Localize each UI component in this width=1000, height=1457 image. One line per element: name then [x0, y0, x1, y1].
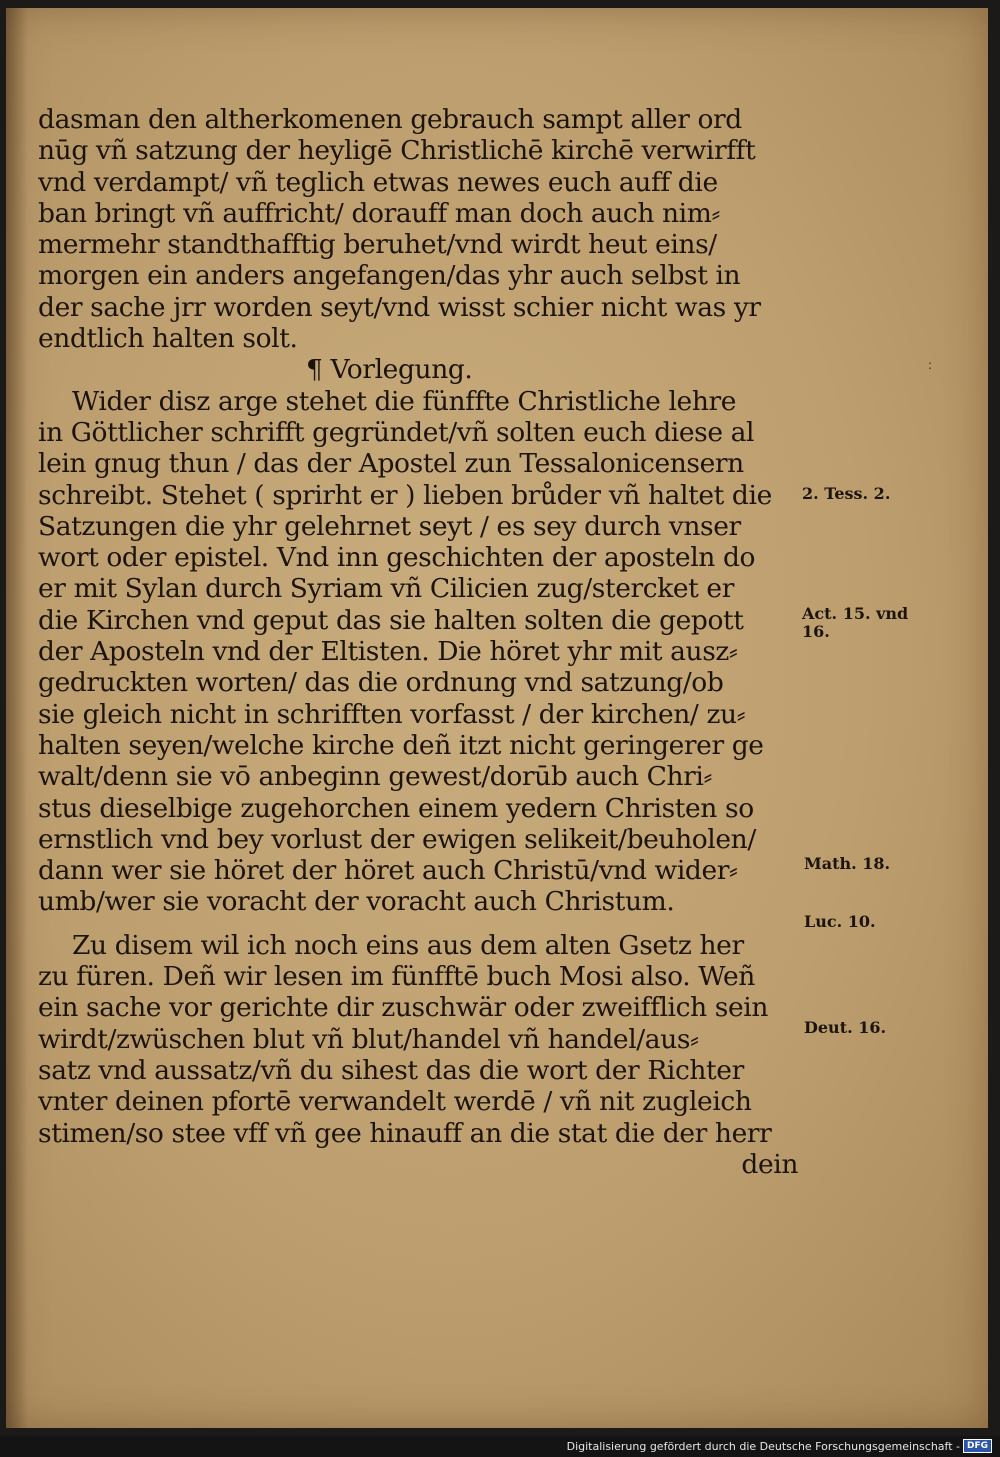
marginal-note-luc: Luc. 10.	[804, 912, 876, 931]
text-line: lein gnug thun / das der Apostel zun Tessalonicensern	[38, 448, 744, 480]
text-line: nūg vñ satzung der heyligē Christlichē kirchē verwirfft	[38, 135, 756, 167]
text-line: er mit Sylan durch Syriam vñ Cilicien zug/stercket er	[38, 573, 734, 605]
text-line: der Aposteln vnd der Eltisten. Die höret yhr mit ausz⸗	[38, 636, 738, 668]
text-line: walt/denn sie vō anbeginn gewest/dorūb auch Chri⸗	[38, 761, 712, 793]
text-line: Zu disem wil ich noch eins aus dem alten Gsetz her	[72, 929, 744, 961]
margin-speck: :	[928, 358, 933, 372]
text-line: schreibt. Stehet ( sprirht er ) lieben brůder vñ haltet die	[38, 479, 772, 511]
text-line: halten seyen/welche kirche deñ itzt nicht geringerer ge	[38, 729, 764, 761]
text-line: stus dieselbige zugehorchen einem yedern Christen so	[38, 792, 754, 824]
text-line: in Göttlicher schrifft gegründet/vñ solten euch diese al	[38, 416, 755, 448]
marginal-note-deut: Deut. 16.	[804, 1018, 887, 1037]
text-line: sie gleich nicht in schrifften vorfasst / der kirchen/ zu⸗	[38, 698, 746, 730]
funding-footer	[567, 1439, 992, 1453]
text-line: wirdt/zwüschen blut vñ blut/handel vñ handel/aus⸗	[38, 1023, 699, 1055]
book-page	[6, 8, 988, 1428]
text-line: gedruckten worten/ das die ordnung vnd satzung/ob	[38, 667, 724, 699]
text-line: umb/wer sie voracht der voracht auch Christum.	[38, 886, 675, 918]
section-heading: ¶ Vorlegung.	[306, 354, 473, 386]
text-line: Wider disz arge stehet die fünffte Christliche lehre	[72, 385, 737, 417]
text-line: stimen/so stee vff vñ gee hinauff an die stat die der herr	[38, 1117, 772, 1149]
text-line: zu füren. Deñ wir lesen im fünfftē buch Mosi also. Weñ	[38, 961, 755, 993]
text-line: vnter deinen pfortē verwandelt werdē / vñ nit zugleich	[38, 1086, 752, 1118]
text-line: ban bringt vñ auffricht/ dorauff man doch auch nim⸗	[38, 197, 720, 229]
body-text	[38, 104, 798, 1180]
text-line: dann wer sie höret der höret auch Christū/vnd wider⸗	[38, 855, 738, 887]
catchword: dein	[741, 1148, 798, 1180]
text-line: dasman den altherkomenen gebrauch sampt aller ord	[38, 104, 742, 135]
text-line: ein sache vor gerichte dir zuschwär oder zweifflich sein	[38, 992, 768, 1024]
text-line: satz vnd aussatz/vñ du sihest das die wort der Richter	[38, 1054, 744, 1086]
page-gutter-shadow	[6, 8, 28, 1428]
funding-text: Digitalisierung gefördert durch die Deutsche Forschungsgemeinschaft -	[566, 1439, 960, 1453]
dfg-logo: DFG	[963, 1439, 992, 1453]
text-line: ernstlich vnd bey vorlust der ewigen selikeit/beuholen/	[38, 823, 756, 855]
text-line: morgen ein anders angefangen/das yhr auch selbst in	[38, 260, 741, 292]
text-line: endtlich halten solt.	[38, 323, 298, 355]
marginal-note-act-cont: 16.	[802, 622, 830, 641]
text-line: wort oder epistel. Vnd inn geschichten der aposteln do	[38, 542, 756, 574]
text-line: mermehr standthafftig beruhet/vnd wirdt heut eins/	[38, 229, 717, 261]
marginal-note-tess: 2. Tess. 2.	[802, 484, 891, 503]
marginal-note-math: Math. 18.	[804, 854, 891, 873]
text-line: der sache jrr worden seyt/vnd wisst schier nicht was yr	[38, 291, 761, 323]
text-line: Satzungen die yhr gelehrnet seyt / es sey durch vnser	[38, 510, 741, 542]
marginal-note-act: Act. 15. vnd	[802, 604, 909, 623]
text-line: die Kirchen vnd geput das sie halten solten die gepott	[38, 604, 744, 636]
text-line: vnd verdampt/ vñ teglich etwas newes euch auff die	[38, 166, 718, 198]
paragraph-gap	[38, 918, 798, 930]
